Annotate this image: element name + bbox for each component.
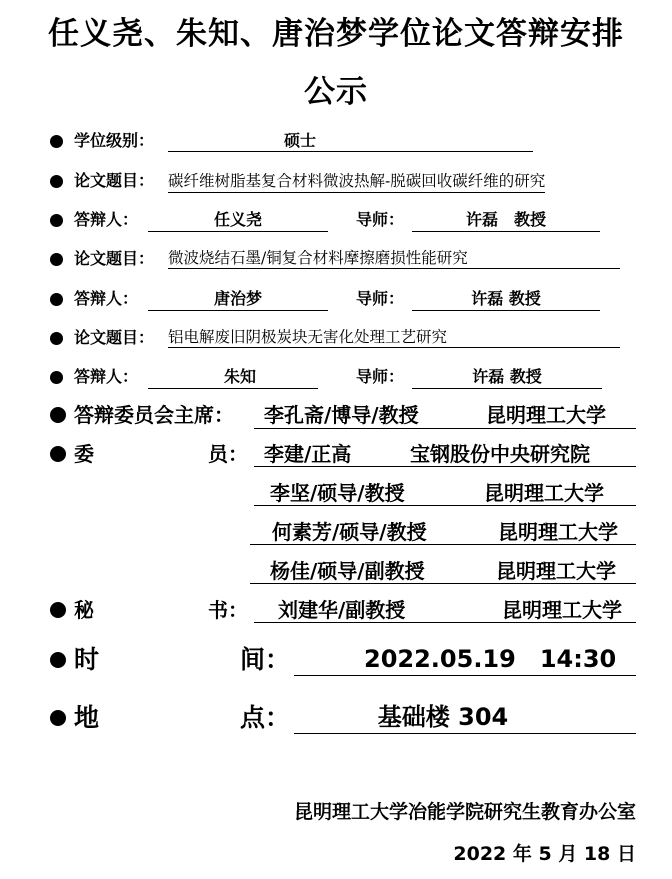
bullet-icon xyxy=(50,652,66,668)
issuing-office: 昆明理工大学冶能学院研究生教育办公室 xyxy=(293,801,636,823)
bullet-icon xyxy=(50,602,66,618)
member-2-name: 李坚/硕导/教授 xyxy=(270,481,405,505)
bullet-icon xyxy=(50,214,63,227)
page-title-line2: 公示 xyxy=(304,74,368,110)
place-value: 基础楼 304 xyxy=(377,703,509,731)
place-label-b: 点： xyxy=(240,703,291,732)
bullet-icon xyxy=(50,371,63,384)
thesis-1-advisor: 许磊 教授 xyxy=(465,210,546,229)
thesis-1-defender-label: 答辩人： xyxy=(74,210,139,229)
page-title-line1: 任义尧、朱知、唐治梦学位论文答辩安排 xyxy=(48,16,624,52)
bullet-icon xyxy=(50,135,63,148)
bullet-icon xyxy=(50,253,63,266)
thesis-2-defender: 唐治梦 xyxy=(213,289,262,308)
bullet-icon xyxy=(50,175,63,188)
time-underline xyxy=(294,675,636,676)
secretary-label-a: 秘 xyxy=(74,598,94,622)
members-label-b: 员： xyxy=(208,442,248,466)
thesis-3-title-label: 论文题目： xyxy=(74,328,155,347)
member-3-name: 何素芳/硕导/教授 xyxy=(272,520,427,544)
chair-name: 李孔斋/博导/教授 xyxy=(264,403,419,427)
degree-value: 硕士 xyxy=(283,131,316,150)
secretary-label-b: 书： xyxy=(208,598,248,622)
thesis-2-title-label: 论文题目： xyxy=(74,249,155,268)
member-3-underline xyxy=(250,544,636,545)
thesis-1-defender: 任义尧 xyxy=(213,210,262,229)
time-label-a: 时 xyxy=(74,645,100,674)
time-value: 2022.05.19 14:30 xyxy=(364,645,617,673)
thesis-2-defender-underline xyxy=(148,310,328,311)
thesis-2-advisor: 许磊 教授 xyxy=(471,289,541,308)
thesis-2-advisor-underline xyxy=(412,310,600,311)
bullet-icon xyxy=(50,446,66,462)
degree-underline xyxy=(168,151,533,152)
chair-org: 昆明理工大学 xyxy=(486,403,606,427)
members-label-a: 委 xyxy=(74,442,94,466)
thesis-1-advisor-label: 导师： xyxy=(356,210,405,229)
thesis-2-title-underline xyxy=(168,268,620,269)
issue-date: 2022 年 5 月 18 日 xyxy=(453,843,636,865)
member-2-org: 昆明理工大学 xyxy=(484,481,604,505)
member-1-underline xyxy=(254,466,636,467)
thesis-2-advisor-label: 导师： xyxy=(356,289,405,308)
member-1-org: 宝钢股份中央研究院 xyxy=(410,442,590,466)
thesis-3-advisor-label: 导师： xyxy=(356,367,405,386)
chair-label: 答辩委员会主席： xyxy=(74,403,234,427)
thesis-1-advisor-underline xyxy=(412,231,600,232)
thesis-3-defender-underline xyxy=(148,388,318,389)
thesis-1-defender-underline xyxy=(148,231,328,232)
member-2-underline xyxy=(254,505,636,506)
secretary-org: 昆明理工大学 xyxy=(502,598,622,622)
thesis-3-defender-label: 答辩人： xyxy=(74,367,139,386)
thesis-2-defender-label: 答辩人： xyxy=(74,289,139,308)
thesis-3-advisor: 许磊 教授 xyxy=(472,367,542,386)
bullet-icon xyxy=(50,710,66,726)
thesis-1-title: 碳纤维树脂基复合材料微波热解-脱碳回收碳纤维的研究 xyxy=(168,171,545,193)
member-4-org: 昆明理工大学 xyxy=(496,559,616,583)
thesis-3-title: 铝电解废旧阴极炭块无害化处理工艺研究 xyxy=(168,328,448,346)
member-3-org: 昆明理工大学 xyxy=(498,520,618,544)
thesis-3-advisor-underline xyxy=(412,388,602,389)
secretary-name: 刘建华/副教授 xyxy=(278,598,406,622)
thesis-2-title: 微波烧结石墨/铜复合材料摩擦磨损性能研究 xyxy=(168,249,468,267)
member-1-name: 李建/正高 xyxy=(264,442,352,466)
thesis-1-title-label: 论文题目： xyxy=(74,171,155,190)
chair-underline xyxy=(254,428,636,429)
place-underline xyxy=(294,733,636,734)
bullet-icon xyxy=(50,332,63,345)
place-label-a: 地 xyxy=(74,703,100,732)
bullet-icon xyxy=(50,293,63,306)
thesis-3-title-underline xyxy=(168,347,620,348)
degree-label: 学位级别： xyxy=(74,131,155,150)
time-label-b: 间： xyxy=(240,645,291,674)
secretary-underline xyxy=(254,622,636,623)
member-4-underline xyxy=(250,583,636,584)
member-4-name: 杨佳/硕导/副教授 xyxy=(270,559,425,583)
bullet-icon xyxy=(50,407,66,423)
thesis-3-defender: 朱知 xyxy=(223,367,256,386)
